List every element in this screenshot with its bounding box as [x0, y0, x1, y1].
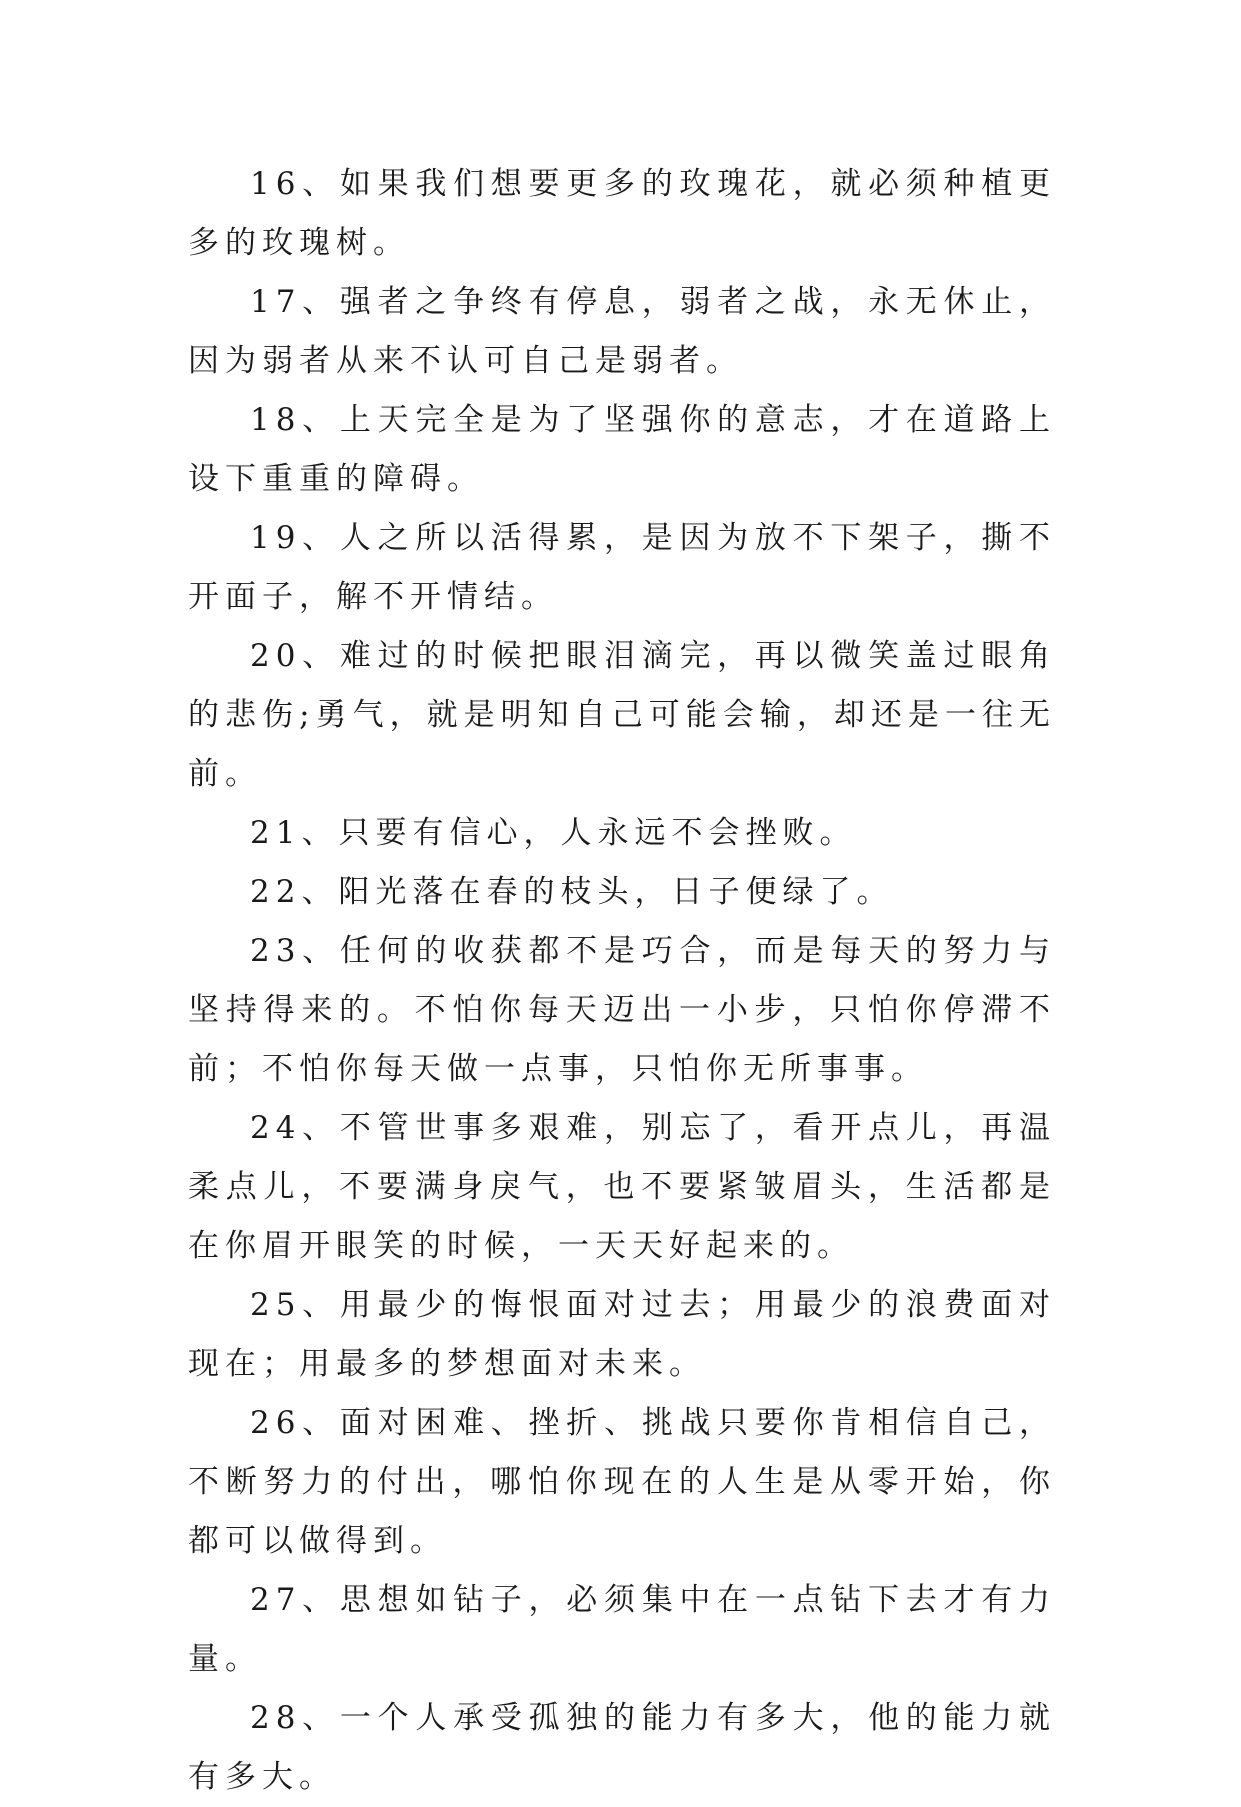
paragraph-16: 16、如果我们想要更多的玫瑰花，就必须种植更多的玫瑰树。 — [188, 166, 1056, 261]
paragraph-28: 28、一个人承受孤独的能力有多大，他的能力就有多大。 — [188, 1700, 1056, 1795]
paragraph-17: 17、强者之争终有停息，弱者之战，永无休止，因为弱者从来不认可自己是弱者。 — [188, 284, 1056, 379]
paragraph-20: 20、难过的时候把眼泪滴完，再以微笑盖过眼角的悲伤;勇气，就是明知自己可能会输，却还是一往无前。 — [188, 638, 1056, 792]
paragraph-25: 25、用最少的悔恨面对过去；用最少的浪费面对现在；用最多的梦想面对未来。 — [188, 1287, 1056, 1382]
paragraph-27: 27、思想如钻子，必须集中在一点钻下去才有力量。 — [188, 1582, 1056, 1677]
paragraph-24: 24、不管世事多艰难，别忘了，看开点儿，再温柔点儿，不要满身戾气，也不要紧皱眉头，生活都是在你眉开眼笑的时候，一天天好起来的。 — [188, 1110, 1056, 1264]
document-body — [188, 155, 1056, 1807]
paragraph-21: 21、只要有信心，人永远不会挫败。 — [250, 815, 857, 851]
paragraph-18: 18、上天完全是为了坚强你的意志，才在道路上设下重重的障碍。 — [188, 402, 1056, 497]
paragraph-22: 22、阳光落在春的枝头，日子便绿了。 — [250, 874, 894, 910]
paragraph-26: 26、面对困难、挫折、挑战只要你肯相信自己，不断努力的付出，哪怕你现在的人生是从零开始，你都可以做得到。 — [188, 1405, 1056, 1559]
paragraph-19: 19、人之所以活得累，是因为放不下架子，撕不开面子，解不开情结。 — [188, 520, 1056, 615]
paragraph-23: 23、任何的收获都不是巧合，而是每天的努力与坚持得来的。不怕你每天迈出一小步，只怕你停滞不前；不怕你每天做一点事，只怕你无所事事。 — [188, 933, 1056, 1087]
